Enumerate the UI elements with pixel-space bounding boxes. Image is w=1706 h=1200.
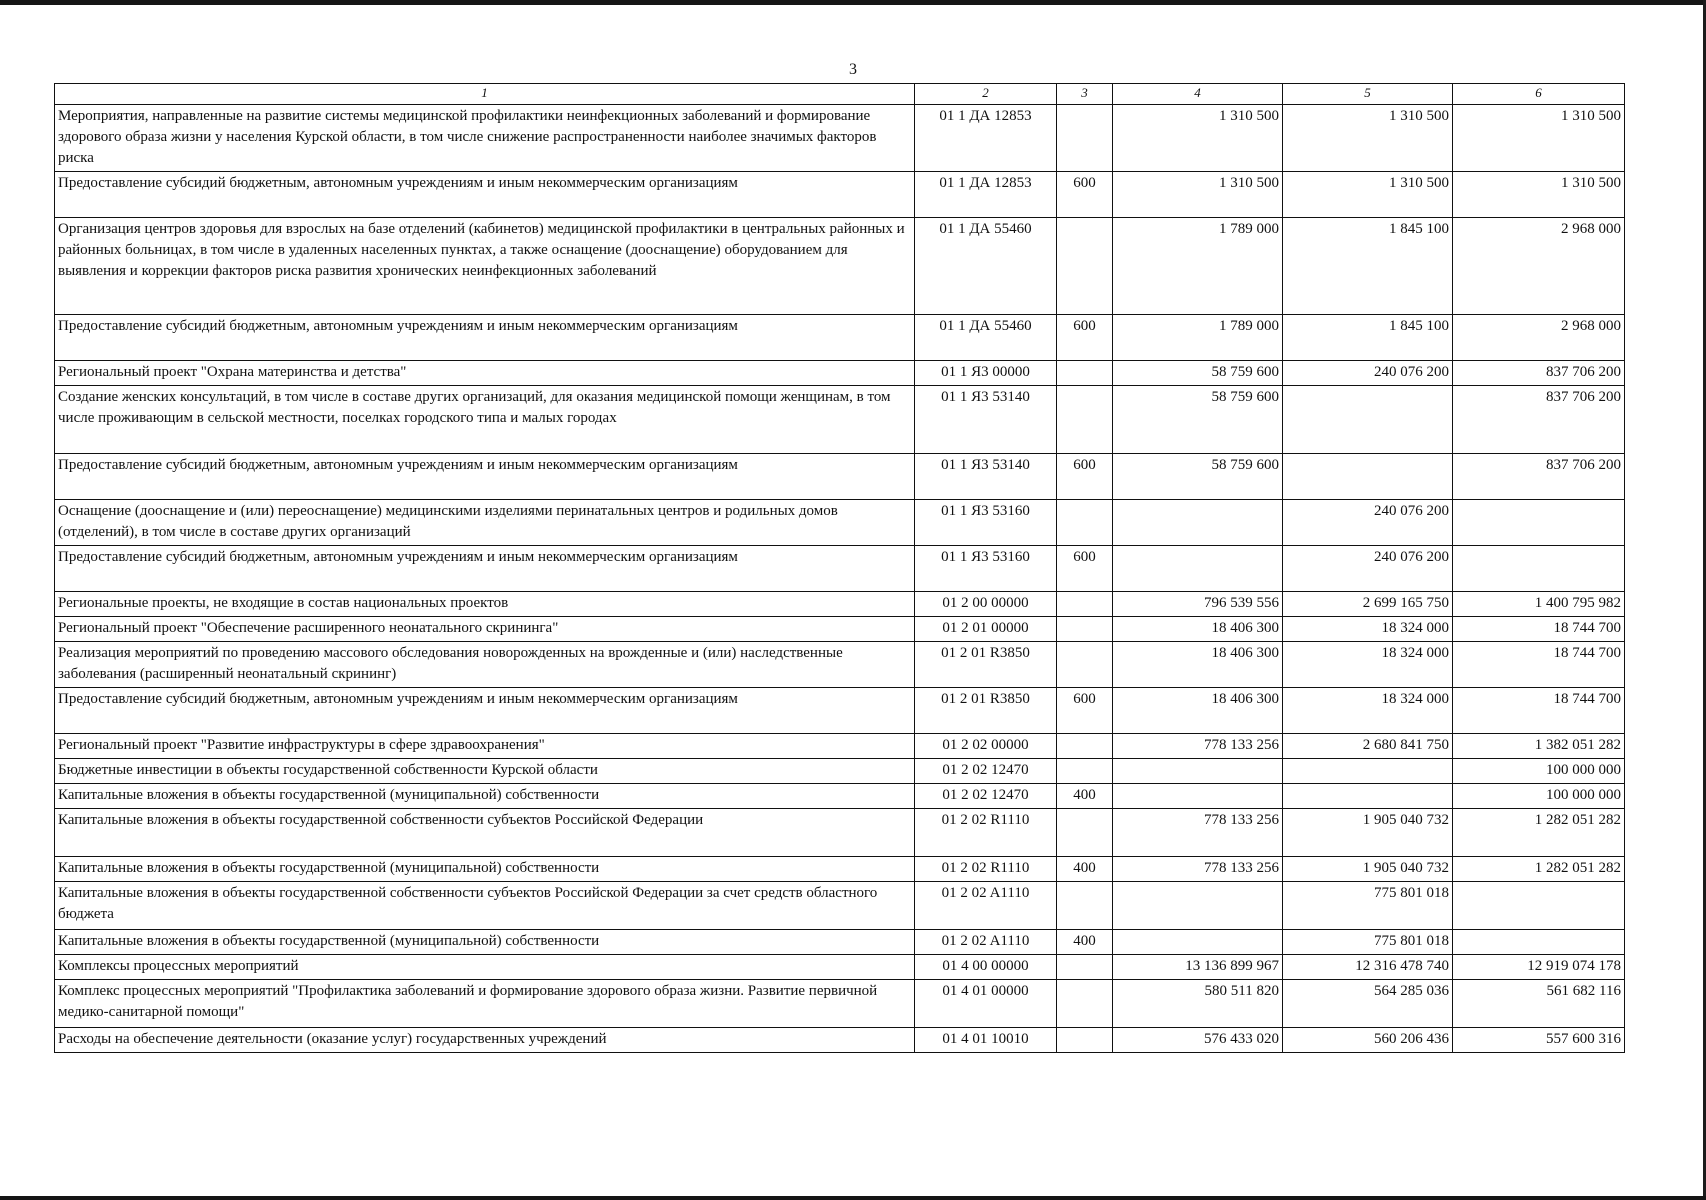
- amount-col4: 13 136 899 967: [1113, 955, 1283, 980]
- amount-col4: [1113, 546, 1283, 592]
- expense-type: [1057, 759, 1113, 784]
- budget-code: 01 1 ДА 12853: [915, 172, 1057, 218]
- item-name: Капитальные вложения в объекты государственной собственности субъектов Российской Федерации за счет средств областного бюджета: [55, 882, 915, 930]
- scan-edge-bottom: [0, 1196, 1706, 1200]
- column-number: 3: [1057, 84, 1113, 105]
- amount-col4: [1113, 759, 1283, 784]
- budget-code: 01 2 02 R1110: [915, 857, 1057, 882]
- amount-col5: 18 324 000: [1283, 642, 1453, 688]
- table-row: [55, 592, 1625, 617]
- item-name: Капитальные вложения в объекты государственной (муниципальной) собственности: [55, 857, 915, 882]
- expense-type: [1057, 980, 1113, 1028]
- amount-col4: 58 759 600: [1113, 386, 1283, 454]
- amount-col4: 778 133 256: [1113, 734, 1283, 759]
- amount-col4: [1113, 784, 1283, 809]
- amount-col5: 2 680 841 750: [1283, 734, 1453, 759]
- expense-type: [1057, 955, 1113, 980]
- item-name: Бюджетные инвестиции в объекты государственной собственности Курской области: [55, 759, 915, 784]
- table-row: [55, 315, 1625, 361]
- amount-col6: [1453, 930, 1625, 955]
- expense-type: 600: [1057, 454, 1113, 500]
- amount-col5: 18 324 000: [1283, 617, 1453, 642]
- item-name: Оснащение (дооснащение и (или) переоснащение) медицинскими изделиями перинатальных центров и родильных домов (отделений), в том числе в составе других организаций: [55, 500, 915, 546]
- expense-type: [1057, 218, 1113, 315]
- amount-col5: [1283, 454, 1453, 500]
- amount-col6: 557 600 316: [1453, 1028, 1625, 1053]
- item-name: Комплекс процессных мероприятий "Профилактика заболеваний и формирование здорового образа жизни. Развитие первичной медико-санитарной помощи": [55, 980, 915, 1028]
- item-name: Региональные проекты, не входящие в состав национальных проектов: [55, 592, 915, 617]
- amount-col6: [1453, 882, 1625, 930]
- amount-col6: 1 382 051 282: [1453, 734, 1625, 759]
- amount-col4: 796 539 556: [1113, 592, 1283, 617]
- table-row: [55, 500, 1625, 546]
- amount-col4: 778 133 256: [1113, 809, 1283, 857]
- column-number: 1: [55, 84, 915, 105]
- table-row: [55, 617, 1625, 642]
- amount-col6: 12 919 074 178: [1453, 955, 1625, 980]
- amount-col4: [1113, 882, 1283, 930]
- item-name: Расходы на обеспечение деятельности (оказание услуг) государственных учреждений: [55, 1028, 915, 1053]
- amount-col6: 18 744 700: [1453, 642, 1625, 688]
- scan-edge-top: [0, 0, 1706, 5]
- column-number: 2: [915, 84, 1057, 105]
- expense-type: [1057, 386, 1113, 454]
- amount-col5: 12 316 478 740: [1283, 955, 1453, 980]
- expense-type: 600: [1057, 172, 1113, 218]
- expense-type: [1057, 809, 1113, 857]
- table-row: [55, 454, 1625, 500]
- amount-col5: 1 845 100: [1283, 218, 1453, 315]
- item-name: Реализация мероприятий по проведению массового обследования новорожденных на врожденные и (или) наследственные заболевания (расширенный неонатальный скрининг): [55, 642, 915, 688]
- amount-col6: 1 282 051 282: [1453, 809, 1625, 857]
- amount-col5: 240 076 200: [1283, 361, 1453, 386]
- column-number-row: [55, 84, 1625, 105]
- amount-col4: 18 406 300: [1113, 688, 1283, 734]
- amount-col6: 1 282 051 282: [1453, 857, 1625, 882]
- amount-col6: 2 968 000: [1453, 218, 1625, 315]
- table-body: [55, 105, 1625, 1053]
- budget-code: 01 4 01 00000: [915, 980, 1057, 1028]
- item-name: Предоставление субсидий бюджетным, автономным учреждениям и иным некоммерческим организациям: [55, 688, 915, 734]
- budget-code: 01 2 02 12470: [915, 784, 1057, 809]
- table-row: [55, 882, 1625, 930]
- amount-col5: 1 845 100: [1283, 315, 1453, 361]
- budget-code: 01 2 00 00000: [915, 592, 1057, 617]
- item-name: Региональный проект "Обеспечение расширенного неонатального скрининга": [55, 617, 915, 642]
- table-row: [55, 857, 1625, 882]
- amount-col4: 1 310 500: [1113, 105, 1283, 172]
- expense-type: [1057, 592, 1113, 617]
- budget-code: 01 4 01 10010: [915, 1028, 1057, 1053]
- column-number: 6: [1453, 84, 1625, 105]
- amount-col6: 837 706 200: [1453, 386, 1625, 454]
- item-name: Предоставление субсидий бюджетным, автономным учреждениям и иным некоммерческим организациям: [55, 315, 915, 361]
- table-row: [55, 1028, 1625, 1053]
- amount-col4: 18 406 300: [1113, 617, 1283, 642]
- amount-col6: 1 400 795 982: [1453, 592, 1625, 617]
- expense-type: [1057, 105, 1113, 172]
- budget-code: 01 1 ДА 55460: [915, 218, 1057, 315]
- amount-col5: 2 699 165 750: [1283, 592, 1453, 617]
- item-name: Региональный проект "Охрана материнства и детства": [55, 361, 915, 386]
- amount-col5: 240 076 200: [1283, 546, 1453, 592]
- expense-type: 600: [1057, 688, 1113, 734]
- budget-table: [54, 83, 1625, 1053]
- table-row: [55, 546, 1625, 592]
- expense-type: [1057, 642, 1113, 688]
- expense-type: [1057, 882, 1113, 930]
- amount-col5: [1283, 784, 1453, 809]
- expense-type: [1057, 500, 1113, 546]
- budget-code: 01 2 02 12470: [915, 759, 1057, 784]
- amount-col6: 837 706 200: [1453, 361, 1625, 386]
- amount-col5: 1 905 040 732: [1283, 809, 1453, 857]
- item-name: Мероприятия, направленные на развитие системы медицинской профилактики неинфекционных заболеваний и формирование здорового образа жизни у населения Курской области, в том числе снижение распространенности наиболее значимых факторов риска: [55, 105, 915, 172]
- item-name: Капитальные вложения в объекты государственной собственности субъектов Российской Федерации: [55, 809, 915, 857]
- budget-code: 01 1 Я3 53160: [915, 500, 1057, 546]
- table-row: [55, 980, 1625, 1028]
- amount-col5: [1283, 759, 1453, 784]
- table-row: [55, 361, 1625, 386]
- amount-col4: 580 511 820: [1113, 980, 1283, 1028]
- amount-col5: [1283, 386, 1453, 454]
- item-name: Региональный проект "Развитие инфраструктуры в сфере здравоохранения": [55, 734, 915, 759]
- table-row: [55, 218, 1625, 315]
- expense-type: 600: [1057, 315, 1113, 361]
- budget-code: 01 2 01 R3850: [915, 642, 1057, 688]
- amount-col6: 1 310 500: [1453, 105, 1625, 172]
- expense-type: [1057, 617, 1113, 642]
- table-row: [55, 759, 1625, 784]
- table-row: [55, 172, 1625, 218]
- item-name: Предоставление субсидий бюджетным, автономным учреждениям и иным некоммерческим организациям: [55, 454, 915, 500]
- amount-col4: 58 759 600: [1113, 454, 1283, 500]
- amount-col4: 778 133 256: [1113, 857, 1283, 882]
- expense-type: 400: [1057, 930, 1113, 955]
- amount-col6: 100 000 000: [1453, 759, 1625, 784]
- budget-code: 01 2 02 00000: [915, 734, 1057, 759]
- item-name: Предоставление субсидий бюджетным, автономным учреждениям и иным некоммерческим организациям: [55, 172, 915, 218]
- amount-col6: [1453, 500, 1625, 546]
- amount-col5: 1 310 500: [1283, 172, 1453, 218]
- budget-code: 01 2 02 A1110: [915, 930, 1057, 955]
- table-row: [55, 105, 1625, 172]
- budget-code: 01 1 ДА 12853: [915, 105, 1057, 172]
- amount-col6: 18 744 700: [1453, 688, 1625, 734]
- amount-col4: 58 759 600: [1113, 361, 1283, 386]
- budget-code: 01 2 01 R3850: [915, 688, 1057, 734]
- amount-col6: [1453, 546, 1625, 592]
- table-row: [55, 955, 1625, 980]
- amount-col5: 18 324 000: [1283, 688, 1453, 734]
- table-row: [55, 688, 1625, 734]
- budget-code: 01 1 Я3 00000: [915, 361, 1057, 386]
- amount-col6: 2 968 000: [1453, 315, 1625, 361]
- budget-code: 01 2 02 A1110: [915, 882, 1057, 930]
- table-row: [55, 386, 1625, 454]
- amount-col4: 18 406 300: [1113, 642, 1283, 688]
- budget-code: 01 2 02 R1110: [915, 809, 1057, 857]
- item-name: Создание женских консультаций, в том числе в составе других организаций, для оказания медицинской помощи женщинам, в том числе проживающим в сельской местности, поселках городского типа и малых городах: [55, 386, 915, 454]
- amount-col6: 561 682 116: [1453, 980, 1625, 1028]
- column-number: 5: [1283, 84, 1453, 105]
- budget-code: 01 1 Я3 53160: [915, 546, 1057, 592]
- expense-type: 400: [1057, 784, 1113, 809]
- expense-type: 600: [1057, 546, 1113, 592]
- item-name: Предоставление субсидий бюджетным, автономным учреждениям и иным некоммерческим организациям: [55, 546, 915, 592]
- amount-col4: 1 789 000: [1113, 218, 1283, 315]
- budget-code: 01 1 Я3 53140: [915, 386, 1057, 454]
- expense-type: [1057, 361, 1113, 386]
- column-number: 4: [1113, 84, 1283, 105]
- budget-code: 01 4 00 00000: [915, 955, 1057, 980]
- table-row: [55, 809, 1625, 857]
- amount-col4: 1 789 000: [1113, 315, 1283, 361]
- item-name: Организация центров здоровья для взрослых на базе отделений (кабинетов) медицинской профилактики в центральных районных и районных больницах, в том числе в удаленных населенных пунктах, а также оснащение (дооснащение) оборудованием для выявления и коррекции факторов риска развития хронических неинфекционных заболеваний: [55, 218, 915, 315]
- table-row: [55, 930, 1625, 955]
- amount-col6: 100 000 000: [1453, 784, 1625, 809]
- amount-col4: [1113, 930, 1283, 955]
- expense-type: [1057, 1028, 1113, 1053]
- amount-col5: 1 905 040 732: [1283, 857, 1453, 882]
- expense-type: [1057, 734, 1113, 759]
- page-number: 3: [849, 61, 857, 78]
- item-name: Комплексы процессных мероприятий: [55, 955, 915, 980]
- table-row: [55, 642, 1625, 688]
- expense-type: 400: [1057, 857, 1113, 882]
- amount-col5: 564 285 036: [1283, 980, 1453, 1028]
- amount-col5: 560 206 436: [1283, 1028, 1453, 1053]
- amount-col6: 1 310 500: [1453, 172, 1625, 218]
- budget-code: 01 1 ДА 55460: [915, 315, 1057, 361]
- amount-col5: 240 076 200: [1283, 500, 1453, 546]
- item-name: Капитальные вложения в объекты государственной (муниципальной) собственности: [55, 930, 915, 955]
- table-row: [55, 734, 1625, 759]
- amount-col6: 837 706 200: [1453, 454, 1625, 500]
- amount-col5: 775 801 018: [1283, 882, 1453, 930]
- item-name: Капитальные вложения в объекты государственной (муниципальной) собственности: [55, 784, 915, 809]
- budget-code: 01 2 01 00000: [915, 617, 1057, 642]
- amount-col5: 1 310 500: [1283, 105, 1453, 172]
- amount-col4: 1 310 500: [1113, 172, 1283, 218]
- table-row: [55, 784, 1625, 809]
- amount-col6: 18 744 700: [1453, 617, 1625, 642]
- amount-col4: 576 433 020: [1113, 1028, 1283, 1053]
- budget-code: 01 1 Я3 53140: [915, 454, 1057, 500]
- amount-col4: [1113, 500, 1283, 546]
- amount-col5: 775 801 018: [1283, 930, 1453, 955]
